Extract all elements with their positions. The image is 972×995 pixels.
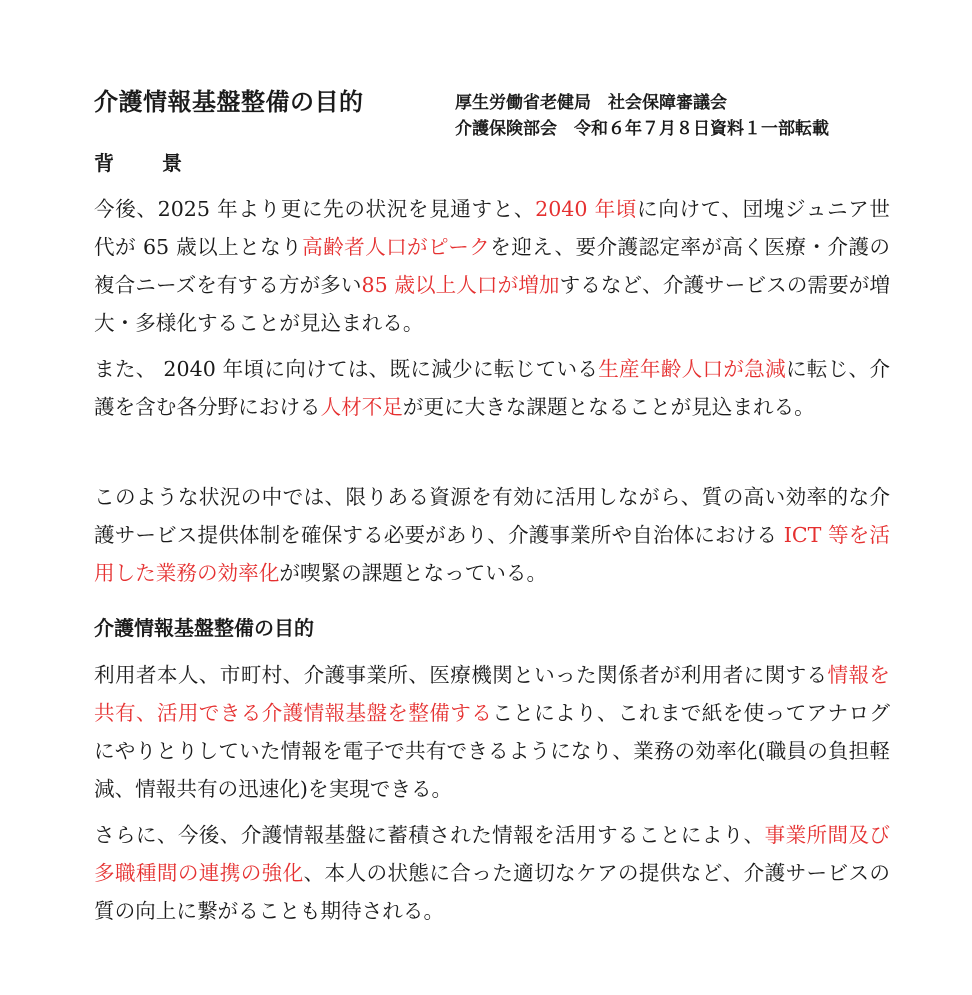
text-segment: ことにより、これまで紙を使ってアナログにやりとりしていた情報を電子で共有できるようになり、業務の効率化(職員の負担軽減、情報共有の迅速化)を実現できる。 [94,701,891,801]
page-title: 介護情報基盤整備の目的 [94,88,364,116]
highlighted-phrase: 85 歳以上人口が増加 [361,273,560,297]
text-segment: に向けて、団塊ジュニア世代が 65 歳以上となり [94,197,890,259]
paragraph-background-1 [94,190,890,342]
purpose-heading: 介護情報基盤整備の目的 [94,616,314,640]
highlighted-phrase: 高齢者人口がピーク [302,235,491,259]
paragraph-background-3 [94,478,890,592]
text-segment: が更に大きな課題となることが見込まれる。 [402,395,815,419]
source-line-1: 厚生労働省老健局 社会保障審議会 [455,93,727,113]
highlighted-phrase: ICT 等を活用した業務の効率化 [94,523,890,585]
highlighted-phrase: 情報を共有、活用できる介護情報基盤を整備する [94,663,891,725]
highlighted-phrase: 生産年齢人口が急減 [598,357,786,381]
text-segment: が喫緊の課題となっている。 [279,561,548,585]
text-segment: 利用者本人、市町村、介護事業所、医療機関といった関係者が利用者に関する [94,663,828,687]
paragraph-background-2 [94,350,890,426]
text-segment: 今後、2025 年より更に先の状況を見通すと、 [94,197,536,221]
text-segment: に転じ、介護を含む各分野における [94,357,891,419]
paragraph-purpose-1 [94,656,890,808]
highlighted-phrase: 2040 年頃 [535,197,638,221]
highlighted-phrase: 事業所間及び多職種間の連携の強化 [94,823,891,885]
background-heading: 背 景 [94,151,196,175]
text-segment: を迎え、要介護認定率が高く医療・介護の複合ニーズを有する方が多い [94,235,891,297]
text-segment: 、本人の状態に合った適切なケアの提供など、介護サービスの質の向上に繋がることも期待される。 [94,861,891,923]
source-line-2: 介護保険部会 令和６年７月８日資料１一部転載 [455,119,829,139]
text-segment: このような状況の中では、限りある資源を有効に活用しながら、質の高い効率的な介護サービス提供体制を確保する必要があり、介護事業所や自治体における [94,485,890,547]
source-citation [455,90,829,142]
text-segment: また、 2040 年頃に向けては、既に減少に転じている [94,357,599,381]
paragraph-purpose-2 [94,816,890,930]
highlighted-phrase: 人材不足 [320,395,403,419]
text-segment: さらに、今後、介護情報基盤に蓄積された情報を活用することにより、 [94,823,765,847]
text-segment: するなど、介護サービスの需要が増大・多様化することが見込まれる。 [94,273,890,335]
